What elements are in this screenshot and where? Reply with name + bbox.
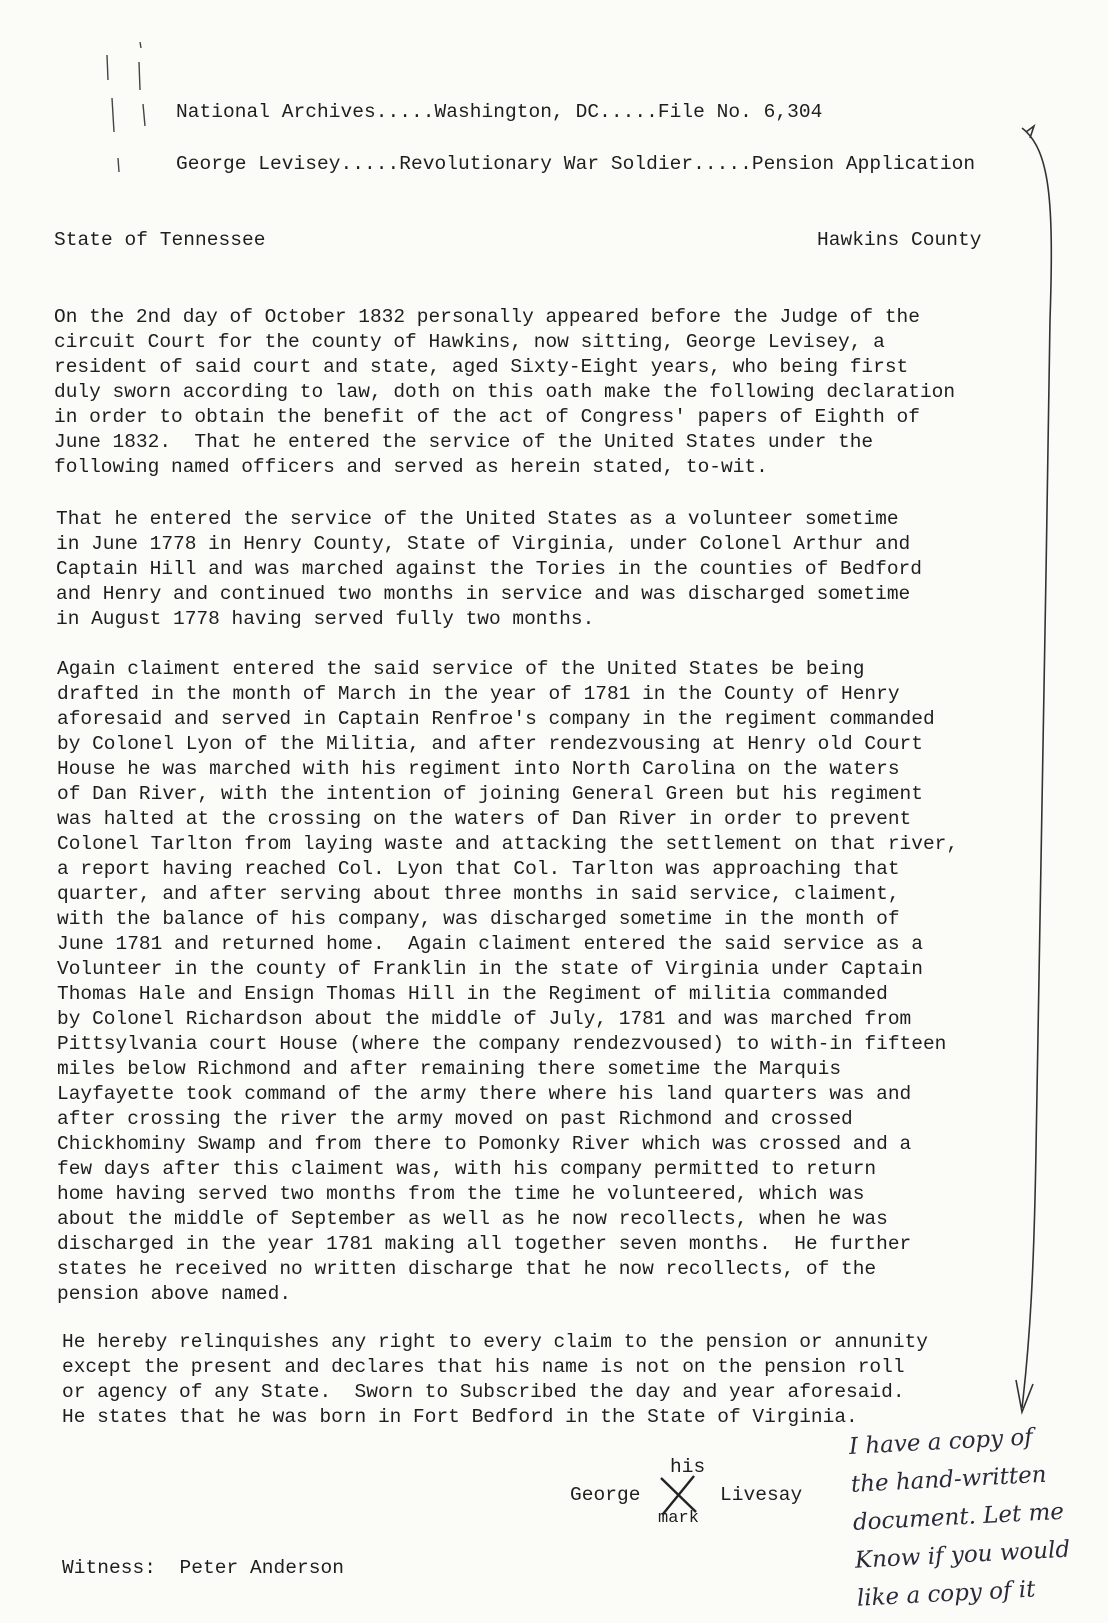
text-line: Colonel Tarlton from laying waste and attacking the settlement on that river, [57, 833, 959, 855]
text-line: by Colonel Richardson about the middle of July, 1781 and was marched from [57, 1008, 912, 1030]
header-title-line: George Levisey.....Revolutionary War Soldier.....Pension Application [176, 153, 976, 175]
text-line: Chickhominy Swamp and from there to Pomonky River which was crossed and a [57, 1133, 912, 1155]
text-line: Captain Hill and was marched against the Tories in the counties of Bedford [56, 558, 922, 580]
text-line: aforesaid and served in Captain Renfroe's company in the regiment commanded [57, 708, 935, 730]
venue-county: Hawkins County [817, 229, 982, 251]
text-line: with the balance of his company, was discharged sometime in the month of [57, 908, 900, 930]
text-line: drafted in the month of March in the year of 1781 in the County of Henry [57, 683, 900, 705]
text-line: after crossing the river the army moved on past Richmond and crossed [57, 1108, 853, 1130]
text-line: a report having reached Col. Lyon that Col. Tarlton was approaching that [57, 858, 900, 880]
signature-mark: mark [658, 1509, 700, 1528]
text-line: quarter, and after serving about three months in said service, claiment, [57, 883, 900, 905]
paragraph-first-service [56, 507, 922, 632]
text-line: was halted at the crossing on the waters of Dan River in order to prevent [57, 808, 912, 830]
text-line: June 1832. That he entered the service of the United States under the [54, 431, 874, 453]
margin-arrow [1016, 126, 1051, 1412]
paragraph-second-service [57, 657, 958, 1307]
signature-first-name: George [570, 1484, 641, 1506]
witness-line: Witness: Peter Anderson [62, 1557, 345, 1579]
paragraph-declaration [54, 305, 955, 480]
text-line: House he was marched with his regiment into North Carolina on the waters [57, 758, 900, 780]
handwritten-line: the hand-written [850, 1461, 1048, 1498]
text-line: or agency of any State. Sworn to Subscribed the day and year aforesaid. [62, 1381, 905, 1403]
text-line: duly sworn according to law, doth on this oath make the following declaration [54, 381, 956, 403]
text-line: circuit Court for the county of Hawkins, now sitting, George Levisey, a [54, 331, 885, 353]
text-line: He hereby relinquishes any right to every claim to the pension or annunity [62, 1331, 928, 1353]
text-line: in order to obtain the benefit of the act of Congress' papers of Eighth of [54, 406, 920, 428]
text-line: Layfayette took command of the army there where his land quarters was and [57, 1083, 912, 1105]
venue-state: State of Tennessee [54, 229, 266, 251]
text-line: and Henry and continued two months in service and was discharged sometime [56, 583, 911, 605]
header-archive-line: National Archives.....Washington, DC.....File No. 6,304 [176, 101, 823, 123]
text-line: of Dan River, with the intention of joining General Green but his regiment [57, 783, 923, 805]
text-line: except the present and declares that his name is not on the pension roll [62, 1356, 905, 1378]
text-line: in August 1778 having served fully two months. [56, 608, 595, 630]
signature-his: his [670, 1456, 706, 1478]
text-line: in June 1778 in Henry County, State of Virginia, under Colonel Arthur and [56, 533, 911, 555]
text-line: about the middle of September as well as he now recollects, when he was [57, 1208, 888, 1230]
text-line: by Colonel Lyon of the Militia, and after rendezvousing at Henry old Court [57, 733, 923, 755]
handwritten-note [848, 1417, 1073, 1618]
text-line: That he entered the service of the United States as a volunteer sometime [56, 508, 899, 530]
text-line: Again claiment entered the said service of the United States be being [57, 658, 865, 680]
text-line: resident of said court and state, aged Sixty-Eight years, who being first [54, 356, 909, 378]
text-line: states he received no written discharge that he now recollects, of the [57, 1258, 877, 1280]
handwritten-line: I have a copy of [848, 1424, 1034, 1460]
text-line: Volunteer in the county of Franklin in the state of Virginia under Captain [57, 958, 923, 980]
handwritten-line: document. Let me [852, 1498, 1065, 1536]
text-line: miles below Richmond and after remaining there sometime the Marquis [57, 1058, 842, 1080]
text-line: pension above named. [57, 1283, 292, 1305]
text-line: He states that he was born in Fort Bedford in the State of Virginia. [62, 1406, 858, 1428]
text-line: following named officers and served as herein stated, to-wit. [54, 456, 768, 478]
text-line: home having served two months from the time he volunteered, which was [57, 1183, 865, 1205]
text-line: On the 2nd day of October 1832 personally appeared before the Judge of the [54, 306, 920, 328]
text-line: Pittsylvania court House (where the company rendezvoused) to with-in fifteen [57, 1033, 947, 1055]
paragraph-relinquish [62, 1330, 928, 1430]
margin-ticks [107, 42, 145, 172]
signature-last-name: Livesay [720, 1484, 803, 1506]
text-line: few days after this claiment was, with his company permitted to return [57, 1158, 877, 1180]
handwritten-line: like a copy of it [856, 1576, 1037, 1612]
handwritten-line: Know if you would [854, 1536, 1071, 1574]
text-line: June 1781 and returned home. Again claiment entered the said service as a [57, 933, 923, 955]
text-line: Thomas Hale and Ensign Thomas Hill in the Regiment of militia commanded [57, 983, 888, 1005]
text-line: discharged in the year 1781 making all together seven months. He further [57, 1233, 912, 1255]
